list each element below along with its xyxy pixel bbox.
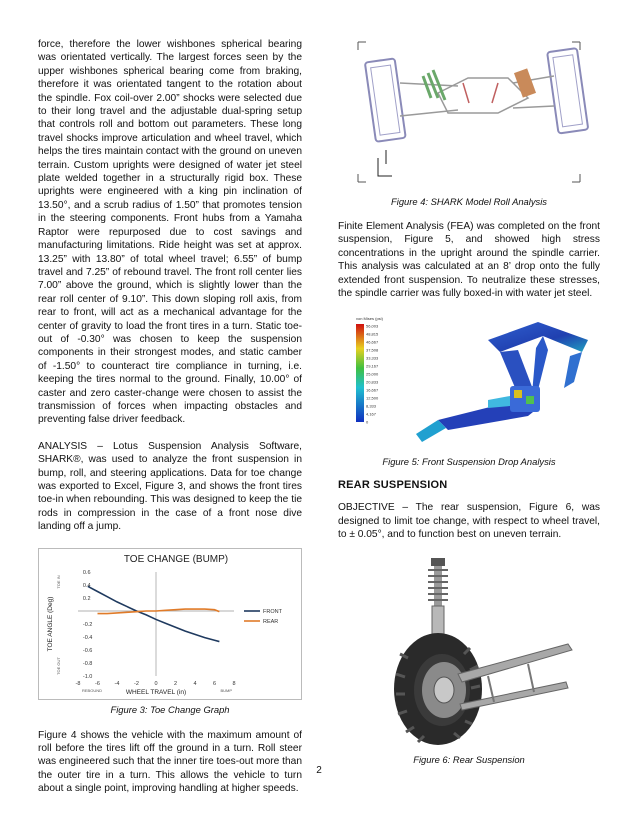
figure-6-caption: Figure 6: Rear Suspension — [413, 753, 525, 765]
x-tick-label: 8 — [232, 680, 236, 687]
x-tick-label: -2 — [134, 680, 139, 687]
figure-4-shark-model — [338, 38, 600, 188]
fea-legend-value: 29,167 — [366, 363, 379, 369]
y-tick-label: -0.4 — [82, 634, 93, 641]
fea-legend-value: 12,500 — [366, 395, 379, 401]
chart-title: TOE CHANGE (BUMP) — [123, 553, 229, 565]
figure-5-fea — [338, 310, 600, 452]
y-tick-label: 0.6 — [82, 569, 91, 576]
x-tick-label: -8 — [75, 680, 81, 687]
y-tick-label: -0.2 — [82, 621, 93, 628]
y-axis-label: TOE ANGLE (Deg) — [47, 596, 54, 652]
left-paragraph-analysis: ANALYSIS – Lotus Suspension Analysis Software, SHARK®, was used to analyze the front suspension in bump, roll, and steering applications. Data for toe change was exported to Excel, Figure 3, and shows the front tires toe-in when rebounding. This was designed to keep the tie rods in compression in the case of a front nose dive landing off a jump. — [38, 440, 302, 533]
rear-suspension-heading: REAR SUSPENSION — [338, 479, 448, 492]
figure-5-caption: Figure 5: Front Suspension Drop Analysis — [382, 456, 556, 468]
fea-legend-value: 37,508 — [366, 347, 379, 353]
figure-3-caption: Figure 3: Toe Change Graph — [110, 703, 230, 715]
shark-roll-image — [338, 38, 600, 188]
y-bottom-label: TOE OUT — [56, 656, 61, 675]
y-tick-label: -1.0 — [82, 673, 93, 680]
fea-legend-value: 33,333 — [366, 355, 379, 361]
x-left-label: REBOUND — [82, 687, 103, 693]
fea-drop-analysis-image — [338, 310, 600, 452]
x-axis-label: WHEEL TRAVEL (in) — [125, 688, 187, 696]
right-paragraph-fea: Finite Element Analysis (FEA) was completed on the front suspension, Figure 5, and showed high stress concentrations in the upright around the spindle carrier. This analysis was calculated at an 8’ drop onto the fully extended front suspension. To neutralize these stresses, the spindle carrier was fully boxed-in with water jet steel. — [338, 221, 600, 300]
page-number: 2 — [316, 765, 322, 776]
y-top-label: TOE IN — [56, 574, 61, 589]
left-paragraph-3: Figure 4 shows the vehicle with the maximum amount of roll before the tires lift off the ground in a turn. Roll steer was engineered such that the inner tire toes-out more than the outer tire in a turn. This allows the vehicle to turn about a single point, improving handling at higher speeds. — [38, 729, 302, 795]
legend-label-front: FRONT — [263, 608, 282, 615]
fea-legend-labels — [366, 324, 379, 425]
toe-change-chart-svg — [38, 548, 302, 700]
x-tick-label: 2 — [173, 680, 178, 687]
fea-legend-value: 48,815 — [366, 331, 379, 337]
x-tick-label: 4 — [193, 680, 197, 687]
fea-legend-value: 20,833 — [366, 379, 379, 385]
x-tick-label: -4 — [114, 680, 120, 687]
y-tick-label: -0.6 — [82, 647, 93, 654]
y-tick-label: 0.4 — [82, 582, 91, 589]
y-tick-label: -0.8 — [82, 660, 93, 667]
right-column — [338, 38, 600, 765]
fea-legend-title: von Mises (psi) — [356, 316, 383, 322]
fea-legend-value: 4,167 — [366, 411, 377, 417]
fea-legend-value: 56,003 — [366, 323, 379, 329]
x-tick-label: -6 — [95, 680, 100, 687]
fea-legend-value: 0 — [366, 419, 369, 425]
left-column — [38, 38, 302, 796]
x-tick-label: 6 — [212, 680, 217, 687]
toe-change-chart — [38, 548, 302, 700]
fea-legend-value: 16,667 — [366, 387, 379, 393]
fea-legend-value: 46,667 — [366, 339, 379, 345]
left-paragraph-1: force, therefore the lower wishbones spherical bearing was orientated vertically. The largest forces seen by the upper wishbones spherical bearing come from braking, therefore it was orientated tangent to the rotation about the spindle. Fox coil-over 2.00” shocks were selected due to their long travel and the adjustable dual-spring setup that controls roll and bottom out parameters. These long travel shocks improve articulation and wheel travel, which helps the tires maintain contact with the ground on uneven terrain. Custom uprights were designed of water jet steel plate welded together in a structurally rigid box. These uprights were engineered with a king pin inclination of 13.50°, and a scrub radius of 1.50” that promotes tension in the steering components. Front hubs from a Yamaha Raptor were repurposed due to cost savings and manufacturing limitations. Ride height was set at approx. 13.25” with 13.80” of total wheel travel; 6.55” of bump travel and 7.25” of rebound travel. The front roll center lies 7.00” above the ground, which is slightly lower than the rear roll center of 9.10”. This down sloping roll axis, from rear to front, will act as a mechanical advantage for the center of gravity to load the front tires in a turn. Static toe-out of -0.30° was chosen to keep the suspension components in their strongest modes, and static camber of -1.50° to counteract tire compliance in turning, i.e. keeping the tires normal to the ground. Finally, 10.00° of caster and zero caster-change were chosen to assist the transmission of forces when impacting obstacles and preventing false driver feedback. — [38, 39, 302, 426]
fea-legend-value: 25,000 — [366, 371, 379, 377]
fea-color-legend — [356, 324, 364, 422]
right-paragraph-objective: OBJECTIVE – The rear suspension, Figure 6, was designed to limit toe change, with respect to wheel travel, to ± 0.05°, and to function best on uneven terrain. — [338, 502, 600, 541]
legend-label-rear: REAR — [263, 618, 279, 625]
x-right-label: BUMP — [220, 687, 232, 693]
x-tick-label: 0 — [154, 680, 158, 687]
figure-4-caption: Figure 4: SHARK Model Roll Analysis — [391, 196, 547, 207]
fea-legend-value: 8,333 — [366, 403, 377, 409]
figure-6-rear-suspension — [338, 554, 600, 750]
rear-suspension-image — [338, 554, 600, 750]
y-tick-label: 0.2 — [82, 595, 91, 602]
